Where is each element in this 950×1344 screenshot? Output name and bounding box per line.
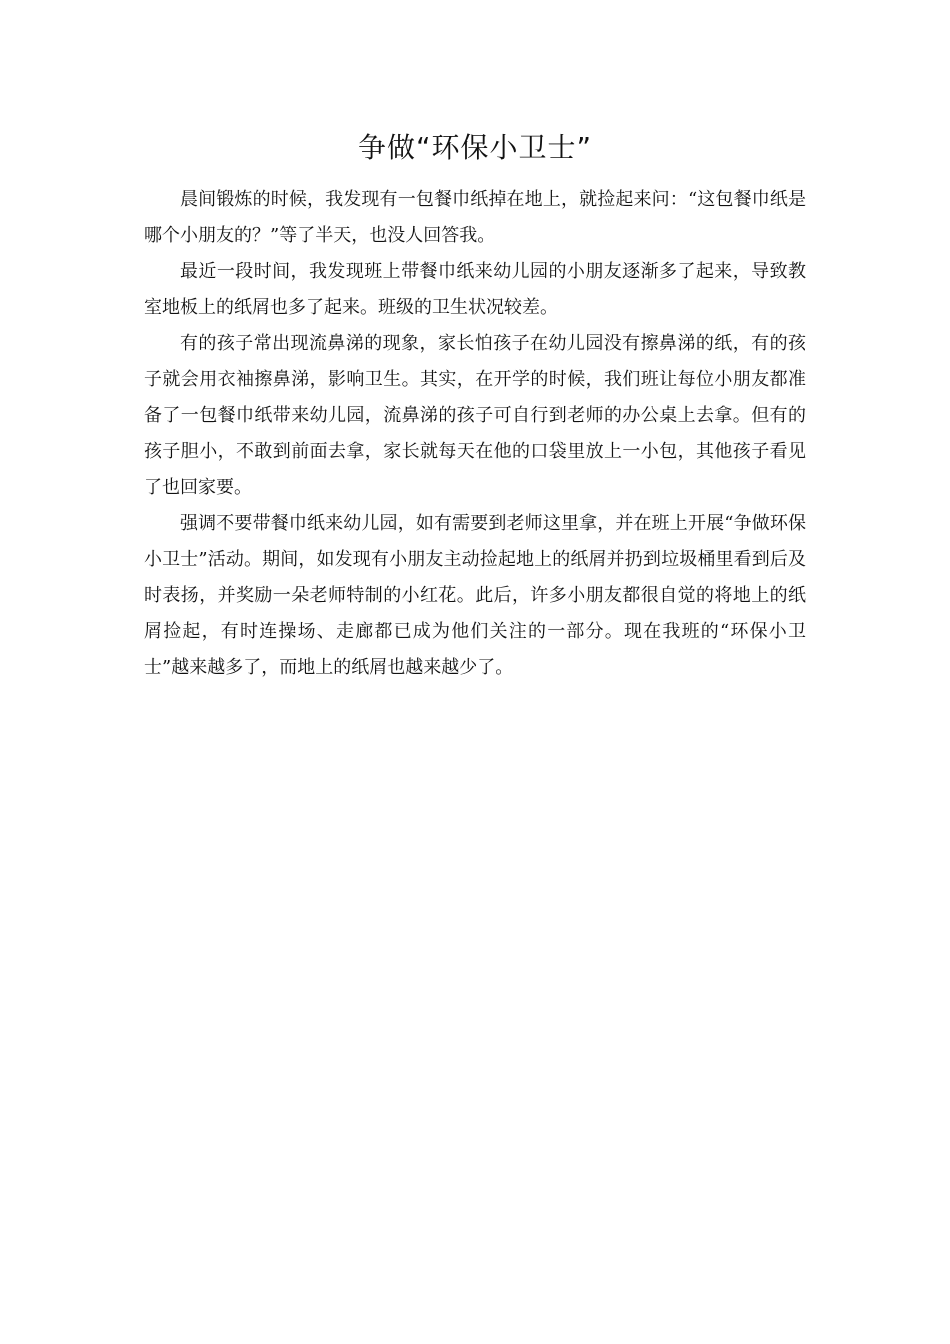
document-body	[144, 182, 806, 686]
paragraph-4: 强调不要带餐巾纸来幼儿园，如有需要到老师这里拿，并在班上开展“争做环保小卫士”活动。期间，如发现有小朋友主动捡起地上的纸屑并扔到垃圾桶里看到后及时表扬，并奖励一朵老师特制的小红花。此后，许多小朋友都很自觉的将地上的纸屑捡起，有时连操场、走廊都已成为他们关注的一部分。现在我班的“环保小卫士”越来越多了，而地上的纸屑也越来越少了。	[144, 513, 806, 678]
document-title: 争做“环保小卫士”	[357, 131, 592, 164]
paragraph-3: 有的孩子常出现流鼻涕的现象，家长怕孩子在幼儿园没有擦鼻涕的纸，有的孩子就会用衣袖擦鼻涕，影响卫生。其实，在开学的时候，我们班让每位小朋友都准备了一包餐巾纸带来幼儿园，流鼻涕的孩子可自行到老师的办公桌上去拿。但有的孩子胆小，不敢到前面去拿，家长就每天在他的口袋里放上一小包，其他孩子看见了也回家要。	[144, 333, 806, 498]
paragraph-1: 晨间锻炼的时候，我发现有一包餐巾纸掉在地上，就捡起来问：“这包餐巾纸是哪个小朋友的？”等了半天，也没人回答我。	[144, 189, 806, 246]
paragraph-2: 最近一段时间，我发现班上带餐巾纸来幼儿园的小朋友逐渐多了起来，导致教室地板上的纸屑也多了起来。班级的卫生状况较差。	[144, 261, 806, 318]
